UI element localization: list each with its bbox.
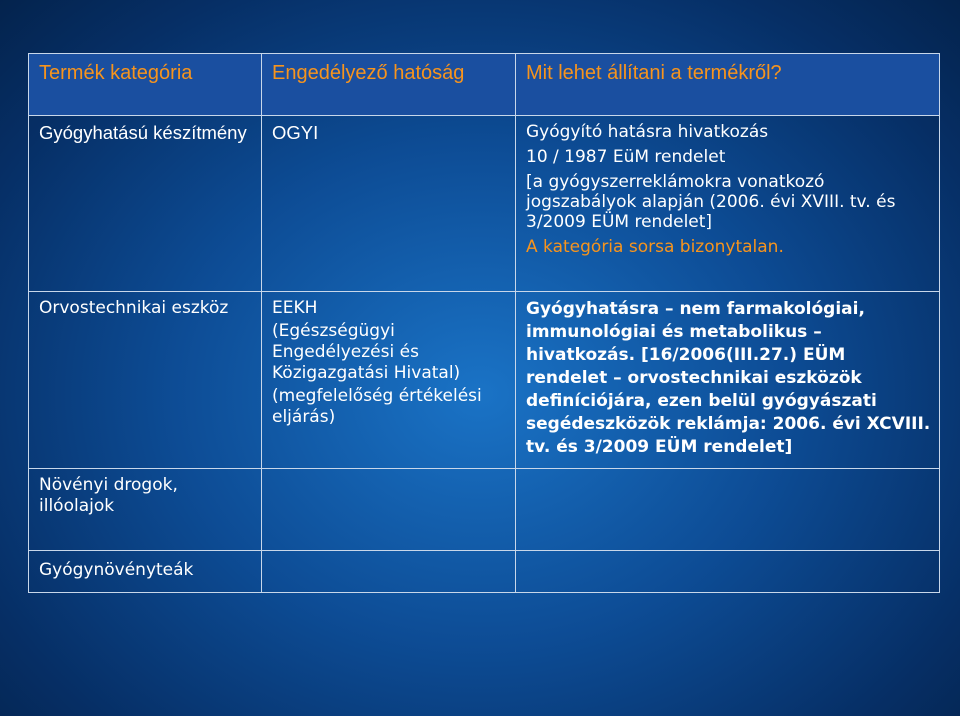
category-note: A kategória sorsa bizonytalan. — [526, 237, 784, 257]
authority-cell — [262, 292, 516, 469]
table-row — [29, 116, 940, 292]
category-label: Gyógynövényteák — [39, 560, 194, 580]
authority-label: EEKH — [272, 298, 318, 318]
authority-cell — [262, 551, 516, 593]
table-row — [29, 292, 940, 469]
category-label: Orvostechnikai eszköz — [39, 298, 229, 318]
category-label: Gyógyhatású készítmény — [39, 122, 247, 143]
category-cell — [29, 551, 262, 593]
header-cell-category — [29, 54, 262, 116]
header-claims-label: Mit lehet állítani a termékről? — [526, 62, 782, 84]
claims-cell — [516, 469, 940, 551]
claims-cell — [516, 292, 940, 469]
claim-line: [a gyógyszerreklámokra vonatkozó jogszabályok alapján (2006. évi XVIII. tv. és 3/2009 EÜM rendelet] — [526, 172, 896, 232]
authority-cell — [262, 469, 516, 551]
category-cell — [29, 292, 262, 469]
claims-cell — [516, 551, 940, 593]
header-authority-label: Engedélyező hatóság — [272, 62, 465, 84]
table-row — [29, 551, 940, 593]
authority-procedure: (megfelelőség értékelési eljárás) — [272, 386, 482, 427]
authority-cell — [262, 116, 516, 292]
claim-line: Gyógyító hatásra hivatkozás — [526, 122, 769, 142]
claims-text: Gyógyhatásra – nem farmakológiai, immunológiai és metabolikus – hivatkozás. [16/2006(III.27.) EÜM rendelet – orvostechnikai eszközök definíciójára, ezen belül gyógyászati segédeszközök reklámja: 2006. évi XCVIII. tv. és 3/2009 EÜM rendelet] — [526, 299, 931, 457]
category-cell — [29, 469, 262, 551]
category-label: Növényi drogok, illóolajok — [39, 475, 178, 516]
claim-line: 10 / 1987 EüM rendelet — [526, 147, 726, 167]
header-cell-claims — [516, 54, 940, 116]
claims-cell — [516, 116, 940, 292]
header-category-label: Termék kategória — [39, 62, 193, 84]
table-header-row — [29, 54, 940, 116]
header-cell-authority — [262, 54, 516, 116]
authority-fullname: (Egészségügyi Engedélyezési és Közigazgatási Hivatal) — [272, 321, 461, 383]
product-category-table — [28, 53, 940, 593]
authority-label: OGYI — [272, 122, 319, 143]
category-cell — [29, 116, 262, 292]
table-row — [29, 469, 940, 551]
